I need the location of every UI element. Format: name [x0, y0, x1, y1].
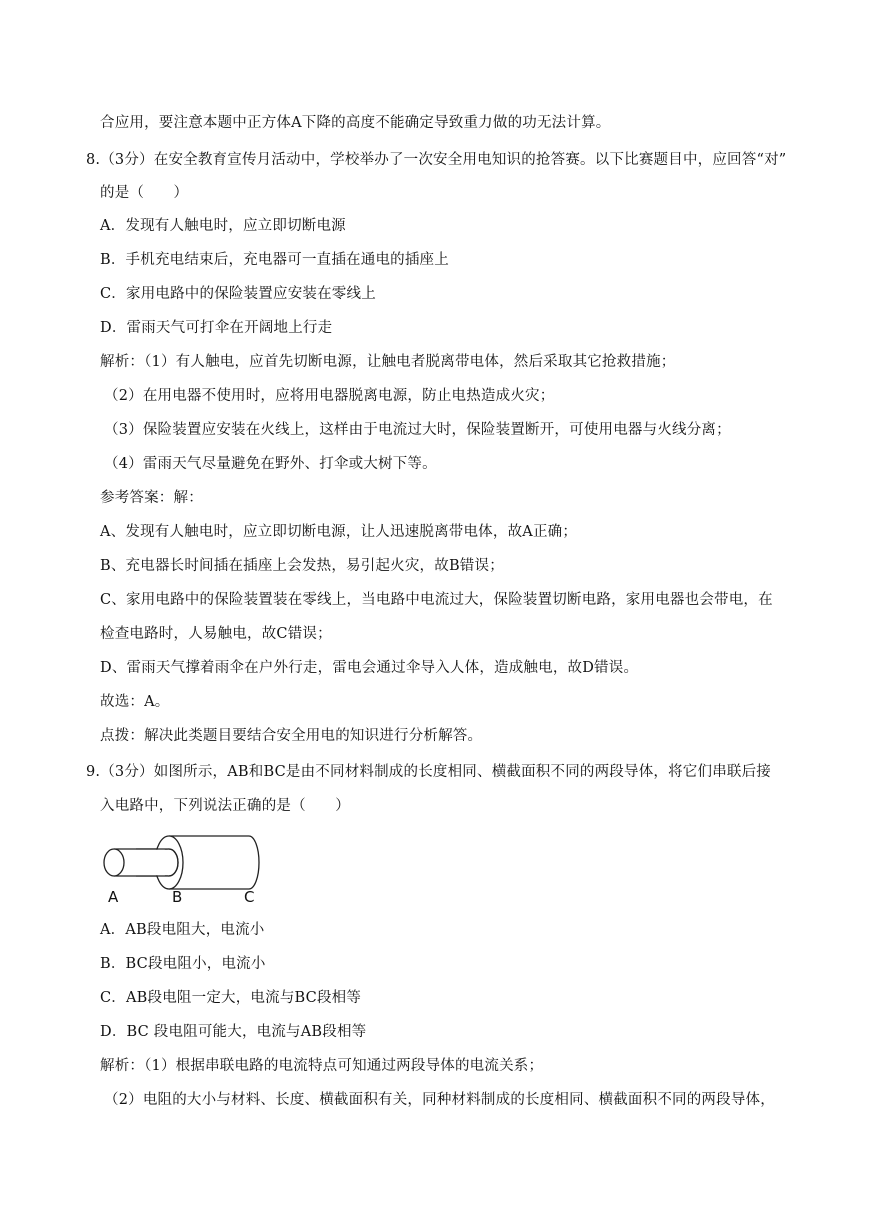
question-9-option-a: A．AB段电阻大，电流小	[100, 922, 265, 938]
analysis-line: （4）雷雨天气尽量避免在野外、打伞或大树下等。	[104, 456, 437, 472]
question-8-stem: 8.（3分）在安全教育宣传月活动中，学校举办了一次安全用电知识的抢答赛。以下比赛题目中，应回答“对”	[86, 152, 787, 168]
question-8-option-b: B．手机充电结束后，充电器可一直插在通电的插座上	[100, 252, 449, 268]
question-9-option-c: C．AB段电阻一定大，电流与BC段相等	[100, 990, 362, 1006]
analysis-line: （2）在用电器不使用时，应将用电器脱离电源，防止电热造成火灾；	[104, 388, 555, 404]
question-9-option-b: B．BC段电阻小，电流小	[100, 956, 266, 972]
label-b: B	[172, 888, 183, 904]
answer-line: C、家用电路中的保险装置装在零线上，当电路中电流过大，保险装置切断电路，家用电器也会带电，在	[100, 592, 773, 608]
conductor-diagram	[96, 830, 266, 904]
answer-line: D、雷雨天气撑着雨伞在户外行走，雷电会通过伞导入人体，造成触电，故D错误。	[100, 660, 639, 676]
label-c: C	[244, 888, 255, 904]
question-9-option-d: D．BC 段电阻可能大，电流与AB段相等	[100, 1024, 367, 1040]
analysis-line: 解析：（1）有人触电，应首先切断电源，让触电者脱离带电体，然后采取其它抢救措施；	[100, 354, 676, 370]
text-line: 合应用，要注意本题中正方体A下降的高度不能确定导致重力做的功无法计算。	[100, 115, 611, 131]
question-8-stem-cont: 的是（ ）	[100, 185, 189, 201]
analysis-line: 解析：（1）根据串联电路的电流特点可知通过两段导体的电流关系；	[100, 1058, 544, 1074]
question-9-stem-cont: 入电路中，下列说法正确的是（ ）	[100, 798, 350, 814]
ab-end-cap	[104, 849, 124, 876]
question-8-option-d: D．雷雨天气可打伞在开阔地上行走	[100, 320, 333, 336]
analysis-line: （2）电阻的大小与材料、长度、横截面积有关，同种材料制成的长度相同、横截面积不同的两段导体，	[104, 1092, 775, 1108]
answer-line: A、发现有人触电时，应立即切断电源，让人迅速脱离带电体，故A正确；	[100, 524, 578, 540]
bc-far-end	[249, 836, 259, 889]
ab-body-mask	[136, 850, 169, 876]
label-a: A	[108, 888, 119, 904]
question-8-option-c: C．家用电路中的保险装置应安装在零线上	[100, 286, 376, 302]
answer-heading: 参考答案：解：	[100, 490, 203, 506]
tip-line: 点拨：解决此类题目要结合安全用电的知识进行分析解答。	[100, 728, 483, 744]
answer-choice: 故选：A。	[100, 694, 170, 710]
answer-line: 检查电路时，人易触电，故C错误；	[100, 626, 332, 642]
question-9-stem: 9.（3分）如图所示，AB和BC是由不同材料制成的长度相同、横截面积不同的两段导体，将它们串联后接	[86, 764, 772, 780]
question-8-option-a: A．发现有人触电时，应立即切断电源	[100, 218, 346, 234]
answer-line: B、充电器长时间插在插座上会发热，易引起火灾，故B错误；	[100, 558, 504, 574]
analysis-line: （3）保险装置应安装在火线上，这样由于电流过大时，保险装置断开，可使用电器与火线分离；	[104, 422, 731, 438]
